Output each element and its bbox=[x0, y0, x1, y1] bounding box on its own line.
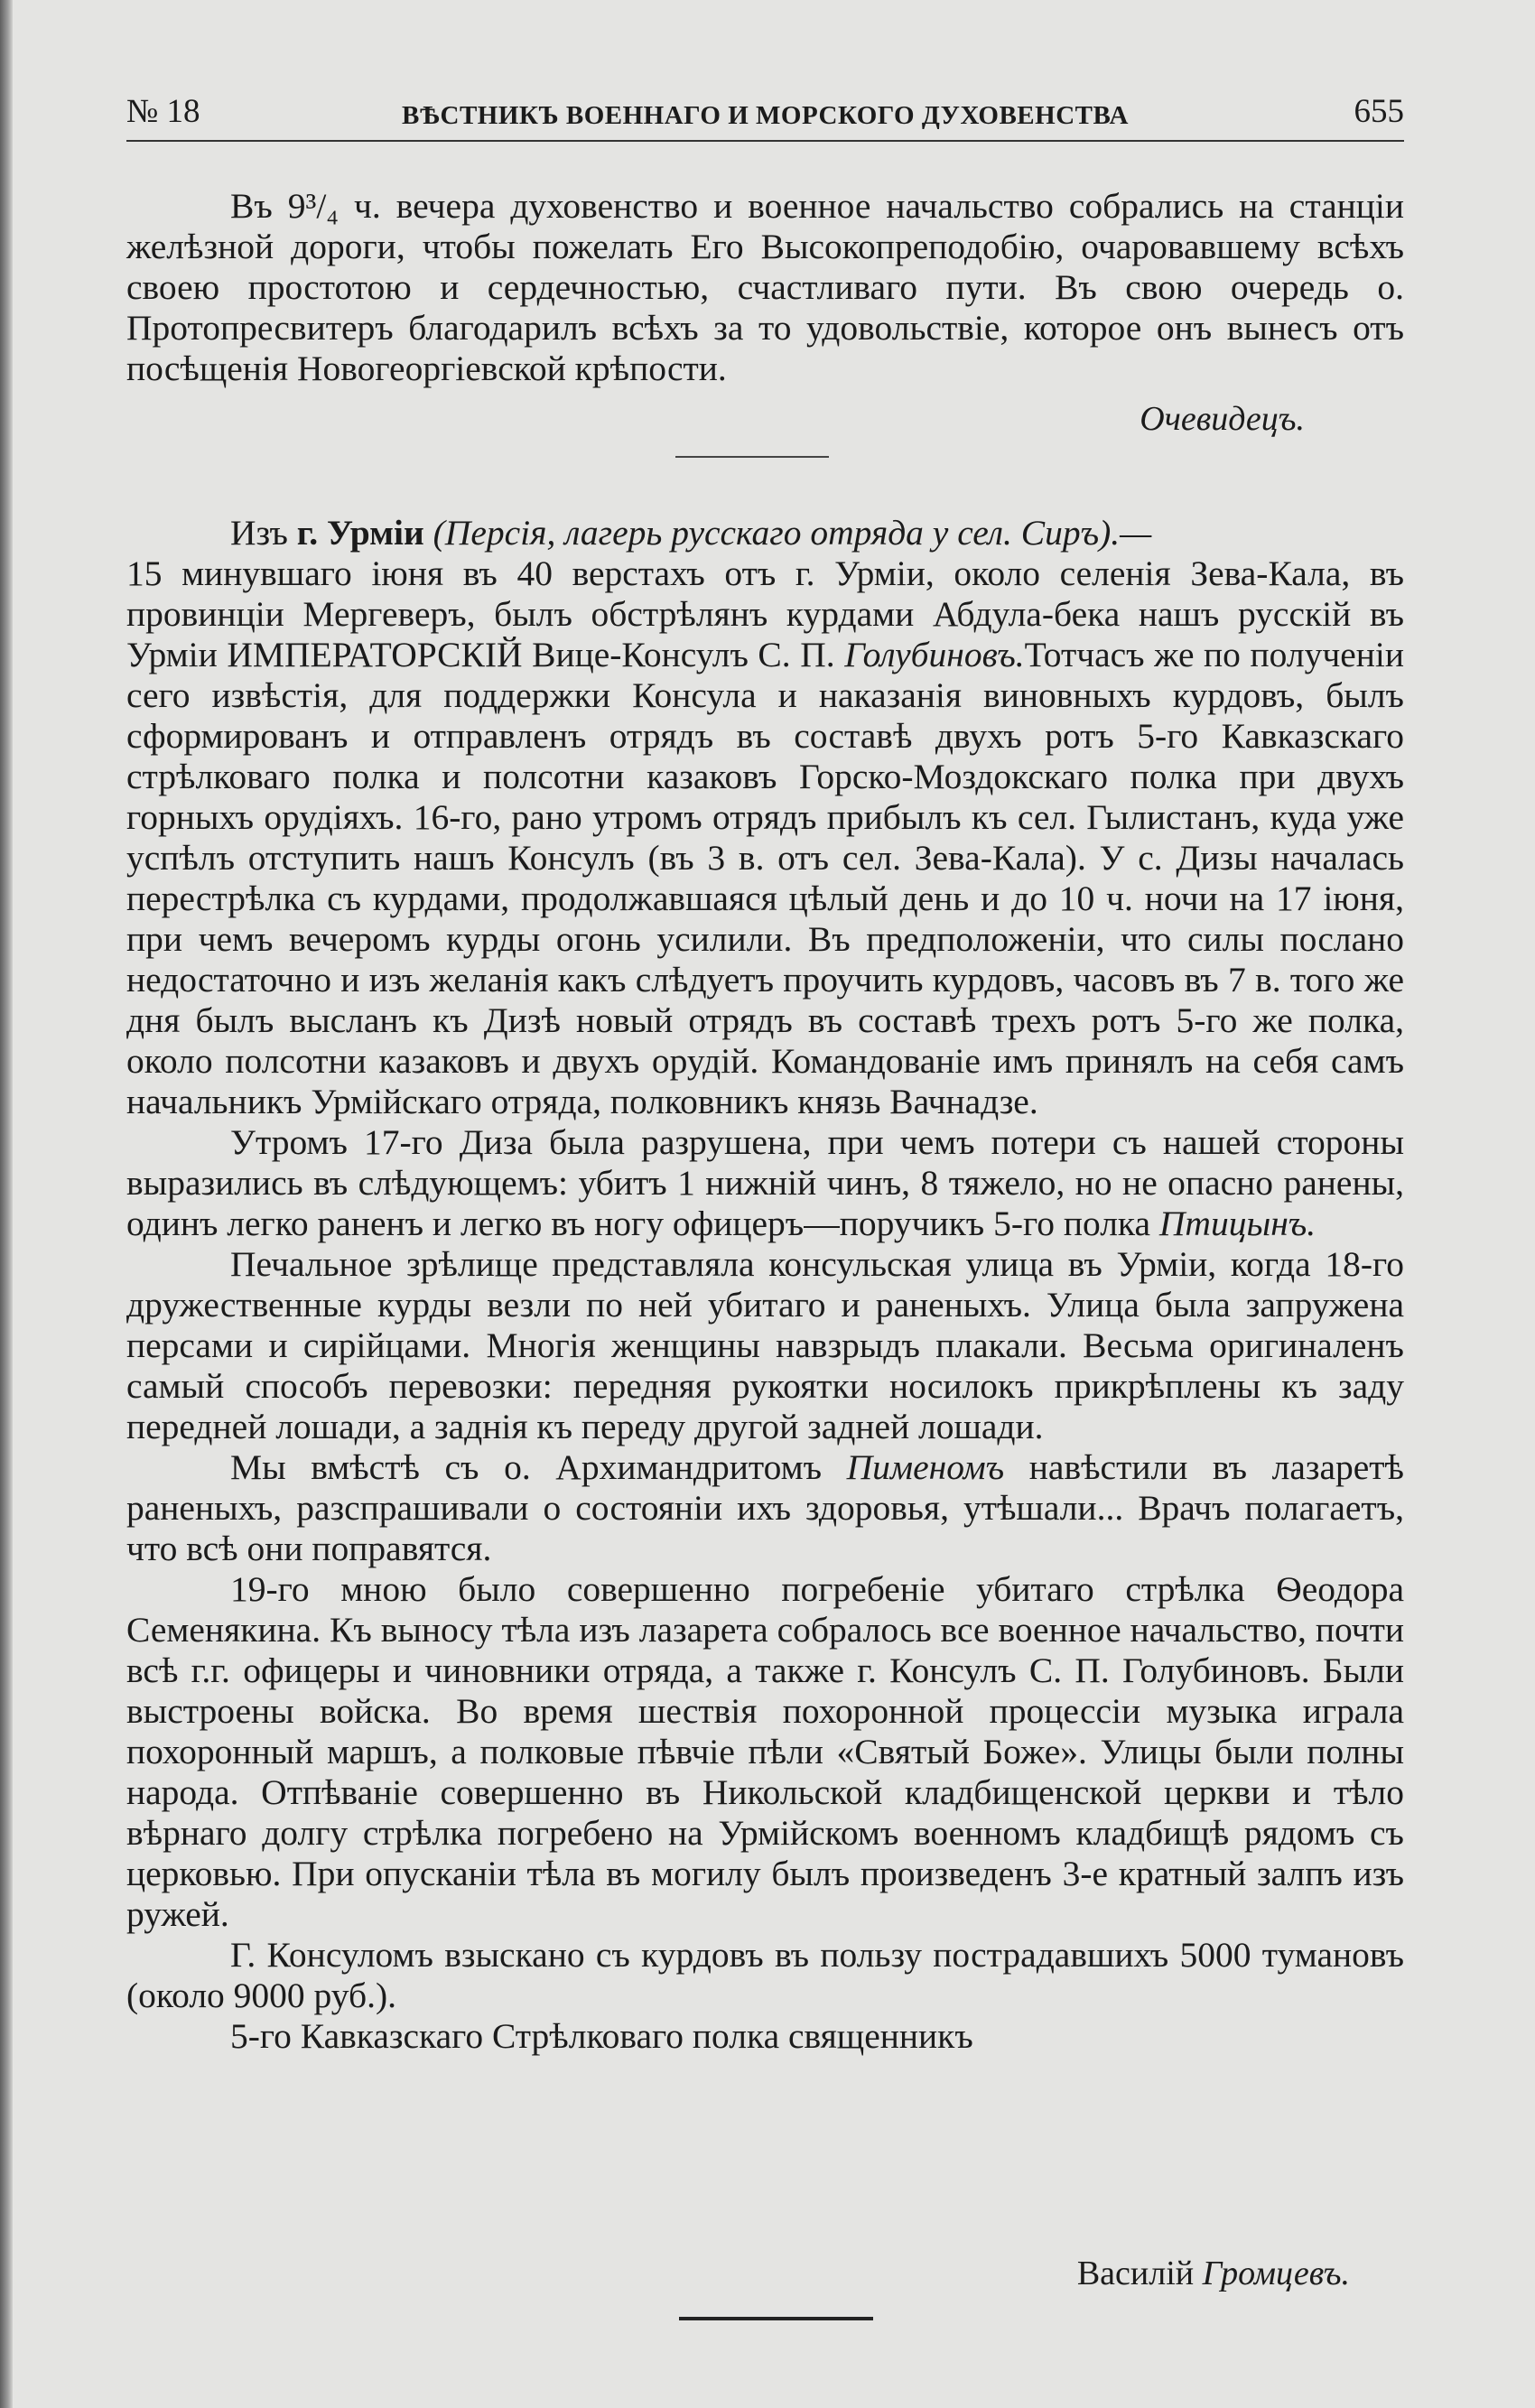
report-2-paragraph-3: Печальное зрѣлище представляла консульская улица въ Урміи, когда 18-го дружественные курды везли по ней убитаго и раненыхъ. Улица была запружена персами и сирійцами. Многія женщины навзрыдъ плакали. Весьма оригиналенъ самый способъ перевозки: передняя рукоятки носилокъ прикрѣплены къ заду передней лошади, а заднія къ переду другой задней лошади. bbox=[126, 1244, 1404, 1446]
header-rule bbox=[126, 140, 1404, 142]
p1-text-b: Тотчасъ же по полученіи сего извѣстія, для поддержки Консула и наказанія виновныхъ курдовъ, былъ сформированъ и отправленъ отрядъ въ составѣ двухъ ротъ 5-го Кавказскаго стрѣлковаго полка и полсотни казаковъ Горско-Моздокскаго полка при двухъ горныхъ орудіяхъ. 16-го, рано утромъ отрядъ прибылъ къ сел. Гылистанъ, куда уже успѣлъ отступить нашъ Консулъ (въ 3 в. отъ сел. Зева-Кала). У с. Дизы началась перестрѣлка съ курдами, продолжавшаяся цѣлый день и до 10 ч. ночи на 17 іюня, при чемъ вечеромъ курды огонь усилили. Въ предположеніи, что силы послано недостаточно и изъ желанія какъ слѣдуетъ проучить курдовъ, часовъ въ 7 в. того же дня былъ высланъ къ Дизѣ новый отрядъ въ составѣ трехъ ротъ 5-го же полка, около полсотни казаковъ и двухъ орудій. Командованіе имъ принялъ на себя самъ начальникъ Урмійскаго отряда, полковникъ князь Вачнадзе. bbox=[126, 635, 1404, 1121]
p1-text-a: 15 минувшаго іюня въ 40 верстахъ отъ г. Урміи, около селенія Зева-Кала, въ провинціи Мергеверъ, былъ обстрѣлянъ курдами Абдула-бека нашъ русскій въ Урміи ИМПЕРАТОРСКІЙ Вице-Консулъ С. П. bbox=[126, 553, 1404, 674]
report-2-paragraph-4 bbox=[126, 1447, 1404, 1569]
end-separator bbox=[679, 2317, 873, 2320]
p4-text-a: Мы вмѣстѣ съ о. Архимандритомъ bbox=[230, 1447, 847, 1487]
report-2-paragraph-7: 5-го Кавказскаго Стрѣлковаго полка священникъ bbox=[230, 2016, 973, 2056]
page-binding-edge bbox=[0, 0, 13, 2408]
journal-title: ВѢСТНИКЪ ВОЕННАГО И МОРСКОГО ДУХОВЕНСТВА bbox=[402, 101, 1129, 130]
p2-text: Утромъ 17-го Диза была разрушена, при чемъ потери съ нашей стороны выразились въ слѣдующемъ: убитъ 1 нижній чинъ, 8 тяжело, но не опасно ранены, одинъ легко раненъ и легко въ ногу офицеръ—поручикъ 5-го полка bbox=[126, 1122, 1404, 1243]
signature-last-name: Громцевъ. bbox=[1202, 2255, 1350, 2292]
report-1-signature: Очевидецъ. bbox=[1140, 400, 1305, 438]
report-2-intro bbox=[126, 513, 1404, 553]
p4-text-b: навѣстили въ лазаретѣ раненыхъ, разспрашивали о состояніи ихъ здоровья, утѣшали... Врачъ полагаетъ, что всѣ они поправятся. bbox=[126, 1447, 1404, 1568]
issue-number: № 18 bbox=[126, 93, 200, 130]
p4-name: Пименомъ bbox=[846, 1447, 1005, 1487]
report-1-paragraph: Въ 9³/₄ ч. вечера духовенство и военное начальство собрались на станціи желѣзной дороги, чтобы пожелать Его Высокопреподобію, очаровавшему всѣхъ своею простотою и сердечностью, счастливаго пути. Въ свою очередь о. Протопресвитеръ благодарилъ всѣхъ за то удовольствіе, которое онъ вынесъ отъ посѣщенія Новогеоргіевской крѣпости. bbox=[126, 186, 1404, 388]
intro-location: (Персія, лагерь русскаго отряда у сел. Сиръ).— bbox=[423, 513, 1152, 553]
section-separator bbox=[675, 456, 829, 458]
report-2-paragraph-2 bbox=[126, 1122, 1404, 1244]
p2-name: Птицынъ. bbox=[1158, 1204, 1316, 1243]
p1-name: Голубиновъ. bbox=[844, 635, 1025, 674]
report-2-paragraph-1 bbox=[126, 553, 1404, 1122]
report-1-body bbox=[126, 186, 1404, 389]
report-2-paragraph-5: 19-го мною было совершенно погребеніе убитаго стрѣлка Ѳеодора Семенякина. Къ выносу тѣла изъ лазарета собралось все военное начальство, почти всѣ г.г. офицеры и чиновники отряда, а также г. Консулъ С. П. Голубиновъ. Были выстроены войска. Во время шествія похоронной процессіи музыка играла похоронный маршъ, а полковые пѣвчіе пѣли «Святый Боже». Улицы были полны народа. Отпѣваніе совершенно въ Никольской кладбищенской церкви и тѣло вѣрнаго долгу стрѣлка погребено на Урмійскомъ военномъ кладбищѣ рядомъ съ церковью. При опусканіи тѣла въ могилу былъ произведенъ 3-е кратный залпъ изъ ружей. bbox=[126, 1569, 1404, 1934]
page-number: 655 bbox=[1354, 93, 1404, 130]
intro-place: г. Урміи bbox=[296, 513, 424, 553]
report-2-body bbox=[126, 513, 1404, 2057]
intro-plain: Изъ bbox=[230, 513, 297, 553]
report-2-signature bbox=[1077, 2254, 1350, 2293]
page-header bbox=[126, 85, 1404, 139]
signature-first-name: Василій bbox=[1076, 2255, 1203, 2292]
report-2-paragraph-6: Г. Консуломъ взыскано съ курдовъ въ пользу пострадавшихъ 5000 тумановъ (около 9000 руб.). bbox=[126, 1935, 1404, 2015]
